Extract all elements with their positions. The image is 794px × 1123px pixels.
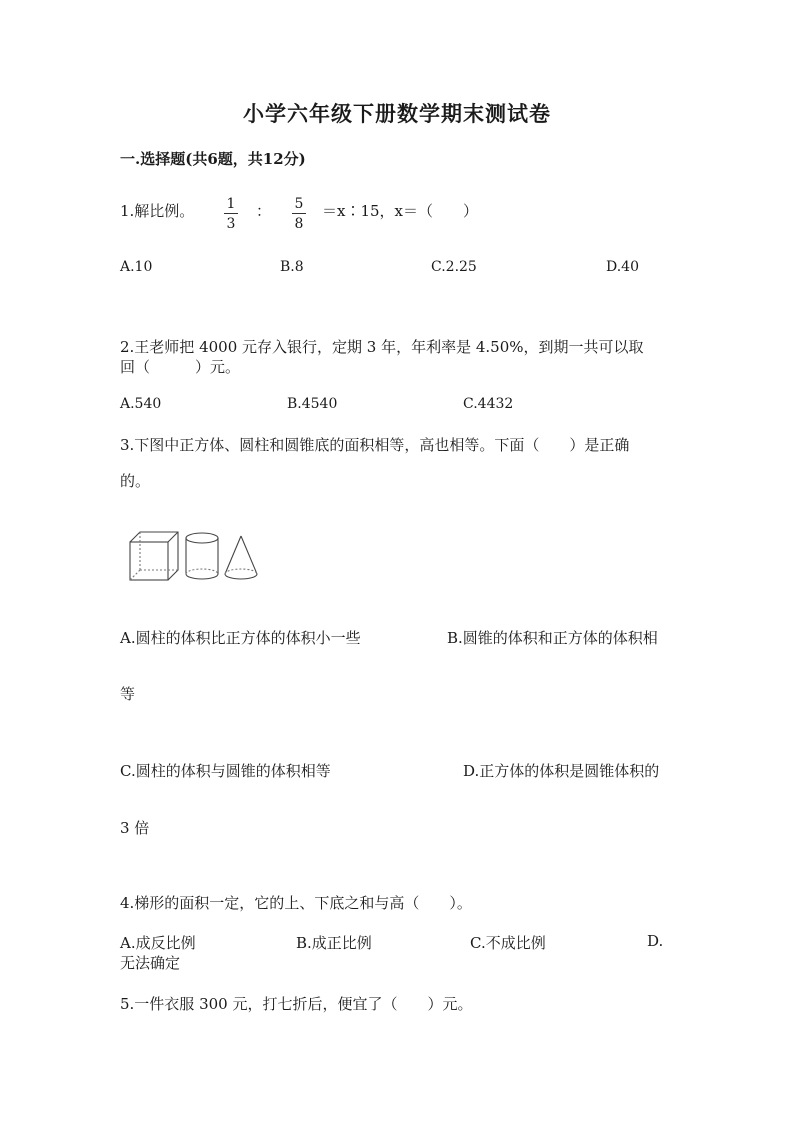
solids-figure	[128, 528, 260, 584]
q2-option-c: C.4432	[463, 396, 514, 412]
cone-base-front	[225, 574, 257, 579]
q1-option-a: A.10	[120, 259, 153, 275]
q2-line-1: 2.王老师把 4000 元存入银行，定期 3 年，年利率是 4.50%，到期一共可以取	[120, 338, 644, 356]
q1-fraction-1-numerator: 1	[226, 196, 236, 212]
q1-fraction-1-bar	[224, 213, 238, 214]
q1-option-d: D.40	[606, 259, 639, 275]
section-heading: 一.选择题(共6题，共12分)	[120, 150, 306, 168]
q3-option-d-line-2: 3 倍	[120, 819, 150, 837]
q2-line-2: 回（ ）元。	[120, 358, 241, 376]
q1-fraction-2	[292, 196, 306, 232]
q3-option-a: A.圆柱的体积比正方体的体积小一些	[120, 629, 361, 647]
q4-option-c: C.不成比例	[470, 934, 546, 952]
cylinder-figure	[186, 533, 218, 579]
q1-colon: ：	[256, 202, 272, 220]
q1-fraction-2-numerator: 5	[294, 196, 304, 212]
q3-line-2: 的。	[120, 472, 151, 490]
q3-option-b-line-2: 等	[120, 685, 136, 703]
page-title: 小学六年级下册数学期末测试卷	[243, 101, 551, 126]
q3-option-b-line-1: B.圆锥的体积和正方体的体积相	[447, 629, 658, 647]
q3-option-c: C.圆柱的体积与圆锥的体积相等	[120, 762, 331, 780]
q2-option-b: B.4540	[287, 396, 338, 412]
q1-option-b: B.8	[280, 259, 304, 275]
cone-left-edge	[225, 536, 241, 574]
q3-line-1: 3.下图中正方体、圆柱和圆锥底的面积相等，高也相等。下面（ ）是正确	[120, 436, 630, 454]
cylinder-bottom-front	[186, 574, 218, 579]
q5-text: 5.一件衣服 300 元，打七折后，便宜了（ ）元。	[120, 995, 473, 1013]
cylinder-top	[186, 533, 218, 543]
q1-fraction-2-denominator: 8	[294, 216, 304, 232]
cone-base-back	[225, 569, 257, 574]
cone-figure	[225, 536, 257, 579]
q4-option-b: B.成正比例	[296, 934, 372, 952]
q1-fraction-1-denominator: 3	[226, 216, 236, 232]
q1-fraction-2-bar	[292, 213, 306, 214]
q4-option-d-line-2: 无法确定	[120, 954, 181, 972]
cube-top-right-edge	[168, 532, 178, 542]
q1-lead: 1.解比例。	[120, 202, 195, 220]
cone-right-edge	[241, 536, 257, 574]
q4-option-d: D.	[647, 932, 664, 950]
cube-figure	[130, 532, 178, 580]
q1-option-c: C.2.25	[431, 259, 477, 275]
q3-option-d-line-1: D.正方体的体积是圆锥体积的	[463, 762, 660, 780]
cube-front-face	[130, 542, 168, 580]
q4-text: 4.梯形的面积一定，它的上、下底之和与高（ ）。	[120, 894, 472, 912]
cylinder-bottom-back	[186, 569, 218, 574]
q4-option-a: A.成反比例	[120, 934, 196, 952]
q1-equation-tail: ＝x∶15，x＝（ ）	[322, 202, 479, 220]
q2-option-a: A.540	[120, 396, 162, 412]
q1-fraction-1	[224, 196, 238, 232]
